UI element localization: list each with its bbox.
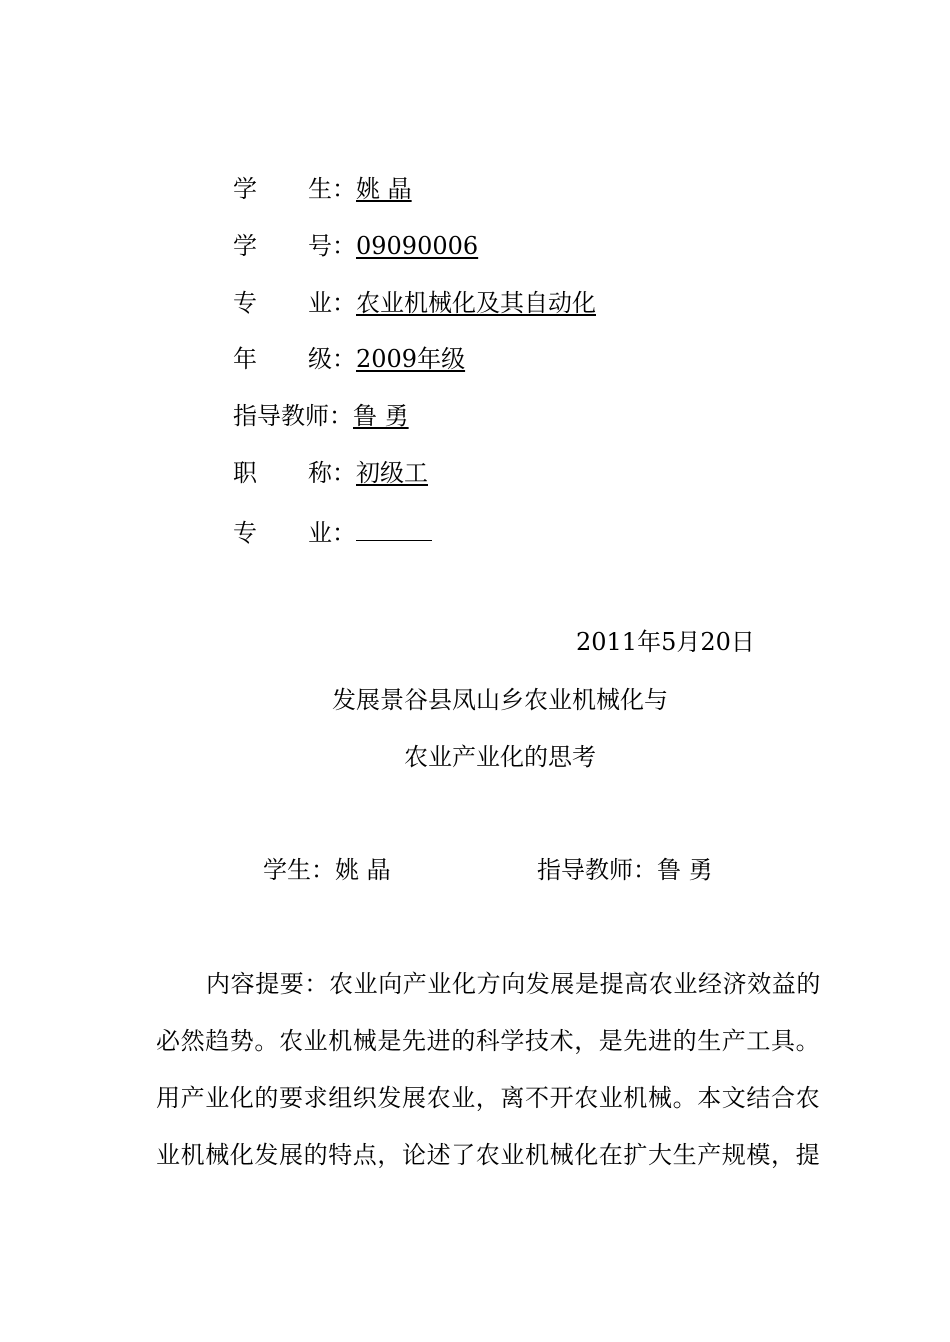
advisor-row [233,400,409,432]
grade-label-last: 级： [308,345,356,373]
abstract-line-4: 业机械化发展的特点，论述了农业机械化在扩大生产规模，提 [156,1141,821,1169]
title-rank-row [233,457,428,489]
major-label-first: 专 [233,289,257,317]
student-id-row [233,230,478,262]
grade-value: 2009年级 [356,345,466,373]
paper-title-line-2: 农业产业化的思考 [404,743,596,771]
abstract-line-1: 内容提要：农业向产业化方向发展是提高农业经济效益的 [206,970,821,998]
title-rank-label-first: 职 [233,459,257,487]
paper-title-line-1: 发展景谷县凤山乡农业机械化与 [332,686,668,714]
student-name-value: 姚 晶 [356,175,412,203]
student-id-label-last: 号： [308,232,356,260]
student-label-first: 学 [233,175,257,203]
title-rank-value: 初级工 [356,459,428,487]
byline-student: 学生：姚 晶 [263,856,391,884]
advisor-value: 鲁 勇 [353,402,409,430]
student-label-last: 生： [308,175,356,203]
byline-advisor: 指导教师：鲁 勇 [537,856,713,884]
specialty-label-first: 专 [233,519,257,547]
abstract-line-3: 用产业化的要求组织发展农业，离不开农业机械。本文结合农 [156,1084,821,1112]
title-rank-label-last: 称： [308,459,356,487]
abstract-line-2: 必然趋势。农业机械是先进的科学技术，是先进的生产工具。 [156,1027,821,1055]
specialty-blank-line [356,514,432,541]
specialty-row [233,514,432,546]
grade-label-first: 年 [233,345,257,373]
student-id-value: 09090006 [356,232,479,260]
major-label-last: 业： [308,289,356,317]
major-row [233,287,596,319]
student-id-label-first: 学 [233,232,257,260]
major-value: 农业机械化及其自动化 [356,289,596,317]
specialty-label-last: 业： [308,519,356,547]
advisor-label: 指导教师： [233,402,353,430]
grade-row [233,343,465,375]
cover-date: 2011年5月20日 [576,628,755,656]
student-name-row [233,173,412,205]
